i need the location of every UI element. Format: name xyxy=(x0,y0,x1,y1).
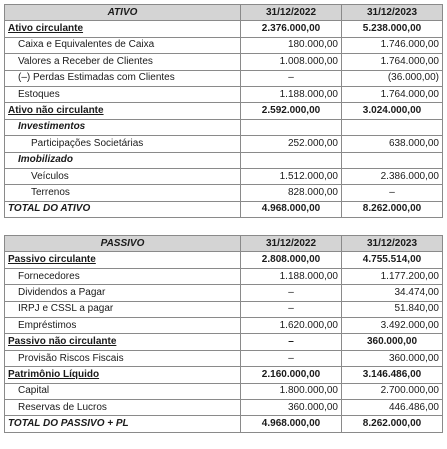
ativo-value-2023: 638.000,00 xyxy=(342,136,443,152)
ativo-row-total xyxy=(5,201,443,217)
passivo-value-2022: 360.000,00 xyxy=(241,399,342,415)
ativo-value-2023: 1.764.000,00 xyxy=(342,54,443,70)
ativo-value-2023: – xyxy=(342,185,443,201)
ativo-header-row xyxy=(5,5,443,21)
ativo-row-item xyxy=(5,70,443,86)
ativo-header-2022: 31/12/2022 xyxy=(241,5,342,21)
passivo-value-2022: 2.160.000,00 xyxy=(241,367,342,383)
ativo-row-label: Caixa e Equivalentes de Caixa xyxy=(5,37,241,53)
ativo-row-label: Ativo circulante xyxy=(5,21,241,37)
passivo-value-2023: 446.486,00 xyxy=(342,399,443,415)
passivo-header-2023: 31/12/2023 xyxy=(342,236,443,252)
passivo-row-label: Passivo circulante xyxy=(5,252,241,268)
passivo-row-label: Patrimônio Líquido xyxy=(5,367,241,383)
passivo-value-2023: 3.146.486,00 xyxy=(342,367,443,383)
ativo-value-2023: 5.238.000,00 xyxy=(342,21,443,37)
ativo-value-2022: 1.188.000,00 xyxy=(241,86,342,102)
ativo-value-2022: 4.968.000,00 xyxy=(241,201,342,217)
section-spacer xyxy=(5,218,443,236)
passivo-value-2023: 3.492.000,00 xyxy=(342,318,443,334)
ativo-row-item xyxy=(5,54,443,70)
ativo-header-label: ATIVO xyxy=(5,5,241,21)
passivo-header-label: PASSIVO xyxy=(5,236,241,252)
passivo-section xyxy=(5,236,443,433)
passivo-value-2022: 1.800.000,00 xyxy=(241,383,342,399)
passivo-row-item xyxy=(5,383,443,399)
passivo-row-item xyxy=(5,268,443,284)
passivo-value-2022: – xyxy=(241,285,342,301)
ativo-value-2022: 2.376.000,00 xyxy=(241,21,342,37)
passivo-row-label: Passivo não circulante xyxy=(5,334,241,350)
ativo-row-section xyxy=(5,103,443,119)
passivo-row-label: TOTAL DO PASSIVO + PL xyxy=(5,416,241,432)
passivo-value-2023: 34.474,00 xyxy=(342,285,443,301)
ativo-row-sub xyxy=(5,119,443,135)
passivo-row-label: Provisão Riscos Fiscais xyxy=(5,350,241,366)
ativo-value-2022 xyxy=(241,119,342,135)
passivo-row-label: Empréstimos xyxy=(5,318,241,334)
ativo-row-section xyxy=(5,21,443,37)
ativo-value-2023: 8.262.000,00 xyxy=(342,201,443,217)
ativo-row-label: Imobilizado xyxy=(5,152,241,168)
passivo-row-label: Fornecedores xyxy=(5,268,241,284)
ativo-value-2022: 828.000,00 xyxy=(241,185,342,201)
passivo-row-item xyxy=(5,350,443,366)
passivo-header-row xyxy=(5,236,443,252)
ativo-row-item xyxy=(5,37,443,53)
passivo-value-2022: 4.968.000,00 xyxy=(241,416,342,432)
ativo-row-label: Terrenos xyxy=(5,185,241,201)
ativo-value-2023: (36.000,00) xyxy=(342,70,443,86)
balance-sheet xyxy=(4,4,442,433)
passivo-value-2023: 51.840,00 xyxy=(342,301,443,317)
passivo-value-2022: 1.188.000,00 xyxy=(241,268,342,284)
ativo-section xyxy=(5,5,443,218)
passivo-row-section xyxy=(5,252,443,268)
ativo-value-2022: 1.008.000,00 xyxy=(241,54,342,70)
balance-sheet-table xyxy=(4,4,443,433)
passivo-value-2023: 8.262.000,00 xyxy=(342,416,443,432)
passivo-value-2022: – xyxy=(241,334,342,350)
passivo-value-2022: 2.808.000,00 xyxy=(241,252,342,268)
passivo-row-item xyxy=(5,399,443,415)
passivo-value-2023: 360.000,00 xyxy=(342,334,443,350)
ativo-row-label: Veículos xyxy=(5,168,241,184)
ativo-row-subitem xyxy=(5,136,443,152)
ativo-value-2022: 2.592.000,00 xyxy=(241,103,342,119)
ativo-value-2022: 1.512.000,00 xyxy=(241,168,342,184)
ativo-row-subitem xyxy=(5,168,443,184)
passivo-row-label: IRPJ e CSSL a pagar xyxy=(5,301,241,317)
ativo-value-2022: – xyxy=(241,70,342,86)
passivo-value-2022: – xyxy=(241,350,342,366)
ativo-value-2023 xyxy=(342,152,443,168)
ativo-row-label: Investimentos xyxy=(5,119,241,135)
ativo-row-subitem xyxy=(5,185,443,201)
passivo-header-2022: 31/12/2022 xyxy=(241,236,342,252)
ativo-value-2022: 180.000,00 xyxy=(241,37,342,53)
passivo-value-2023: 360.000,00 xyxy=(342,350,443,366)
ativo-value-2022 xyxy=(241,152,342,168)
passivo-value-2023: 1.177.200,00 xyxy=(342,268,443,284)
passivo-row-section xyxy=(5,367,443,383)
passivo-row-label: Dividendos a Pagar xyxy=(5,285,241,301)
passivo-value-2022: 1.620.000,00 xyxy=(241,318,342,334)
ativo-row-sub xyxy=(5,152,443,168)
ativo-value-2023: 3.024.000,00 xyxy=(342,103,443,119)
passivo-row-item xyxy=(5,318,443,334)
ativo-value-2023 xyxy=(342,119,443,135)
spacer-row xyxy=(5,218,443,236)
passivo-row-item xyxy=(5,285,443,301)
passivo-value-2022: – xyxy=(241,301,342,317)
passivo-value-2023: 4.755.514,00 xyxy=(342,252,443,268)
ativo-row-label: Participações Societárias xyxy=(5,136,241,152)
passivo-row-total xyxy=(5,416,443,432)
ativo-row-label: Estoques xyxy=(5,86,241,102)
passivo-row-item xyxy=(5,301,443,317)
ativo-value-2023: 1.764.000,00 xyxy=(342,86,443,102)
ativo-row-label: Valores a Receber de Clientes xyxy=(5,54,241,70)
ativo-row-label: (–) Perdas Estimadas com Clientes xyxy=(5,70,241,86)
passivo-value-2023: 2.700.000,00 xyxy=(342,383,443,399)
ativo-row-label: TOTAL DO ATIVO xyxy=(5,201,241,217)
ativo-row-item xyxy=(5,86,443,102)
passivo-row-label: Capital xyxy=(5,383,241,399)
ativo-header-2023: 31/12/2023 xyxy=(342,5,443,21)
ativo-value-2023: 1.746.000,00 xyxy=(342,37,443,53)
passivo-row-label: Reservas de Lucros xyxy=(5,399,241,415)
passivo-row-section xyxy=(5,334,443,350)
ativo-value-2023: 2.386.000,00 xyxy=(342,168,443,184)
ativo-row-label: Ativo não circulante xyxy=(5,103,241,119)
ativo-value-2022: 252.000,00 xyxy=(241,136,342,152)
